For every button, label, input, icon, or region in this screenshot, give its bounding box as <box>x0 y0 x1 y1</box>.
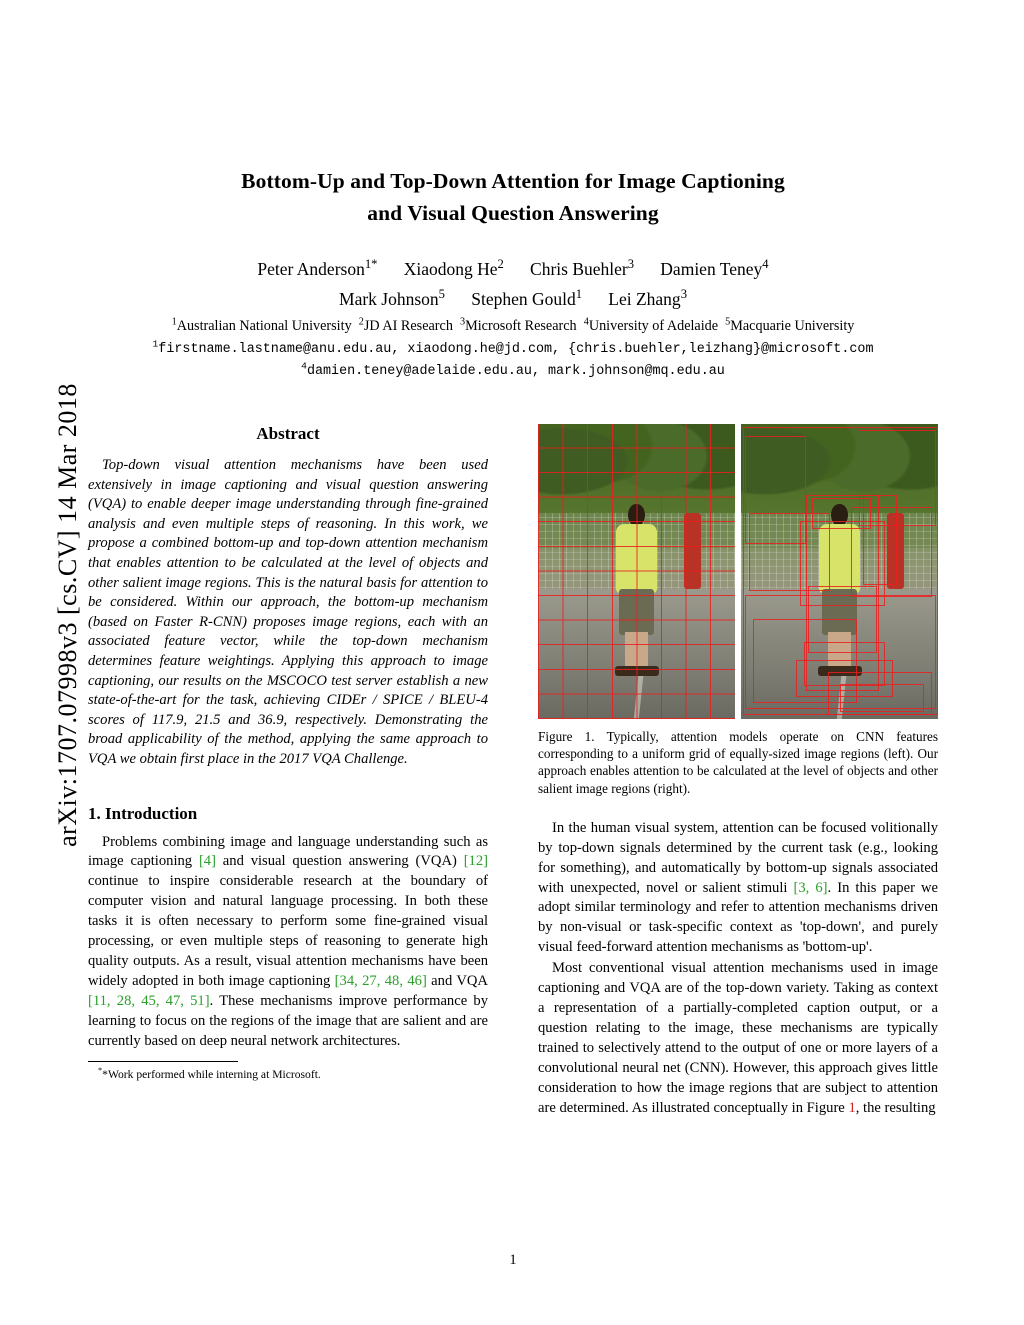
email-line-2: $^4$damien.teney@adelaide.edu.au, mark.johnson@mq.edu.au <box>301 360 725 379</box>
figure-1-caption: Figure 1. Typically, attention models operate on CNN features corresponding to a uniform grid of equally-sized image regions (left). Our approach enables attention to be calculated at the level of objects and other salient image regions (right). <box>538 729 938 796</box>
author: Mark Johnson$^5$ <box>339 287 445 309</box>
right-paragraph-1: In the human visual system, attention can be focused volitionally by top-down signals determined by the current task (e.g., looking for something), and automatically by bottom-up signals associated with unexpected, novel or salient stimuli [3, 6]. In this paper we adopt similar terminology and refer to attention mechanisms driven by non-visual or task-specific context as 'top-down', and purely visual feed-forward attention mechanisms as 'bottom-up'. <box>538 819 938 956</box>
introduction-heading: 1. Introduction <box>88 803 198 823</box>
affiliations: $^1$Australian National University $^2$JD AI Research $^3$Microsoft Research $^4$University of Adelaide $^5$Macquarie University <box>171 316 855 334</box>
abstract-heading: Abstract <box>256 424 320 443</box>
author: Damien Teney$^4$ <box>660 257 769 279</box>
title-line-1: Bottom-Up and Top-Down Attention for Image Captioning <box>241 169 785 193</box>
figure-1-image <box>538 424 938 719</box>
author: Xiaodong He$^2$ <box>403 257 504 279</box>
author-row-2 <box>88 285 938 313</box>
citation-link[interactable]: [3, 6] <box>793 879 828 896</box>
title-line-2: and Visual Question Answering <box>367 201 659 225</box>
uniform-grid-overlay <box>538 424 735 719</box>
author-emails <box>88 339 938 383</box>
right-column <box>538 424 938 1118</box>
paper-page <box>88 0 938 1325</box>
page-title <box>88 165 938 229</box>
author: Peter Anderson$^{1*}$ <box>257 257 378 279</box>
abstract-text: Top-down visual attention mechanisms have been used extensively in image captioning and visual question answering (VQA) to enable deeper image understanding through fine-grained analysis and even multiple steps of reasoning. In this work, we propose a combined bottom-up and top-down attention mechanism that enables attention to be calculated at the level of objects and other salient image regions. This is the natural basis for attention to be considered. Within our approach, the bottom-up mechanism (based on Faster R-CNN) proposes image regions, each with an associated feature vector, while the top-down mechanism determines feature weightings. Applying this approach to image captioning, our results on the MSCOCO test server establish a new state-of-the-art for the task, achieving CIDEr / SPICE / BLEU-4 scores of 117.9, 21.5 and 36.9, respectively. Demonstrating the broad applicability of the method, applying the same approach to VQA we obtain first place in the 2017 VQA Challenge. <box>88 457 488 767</box>
figure-reference-link[interactable]: 1 <box>848 1099 856 1116</box>
author: Chris Buehler$^3$ <box>530 257 635 279</box>
citation-link[interactable]: [34, 27, 48, 46] <box>334 972 427 989</box>
introduction-paragraph-1: Problems combining image and language understanding such as image captioning [4] and visual question answering (VQA) [12] continue to inspire considerable research at the boundary of computer vision and natural language processing. In both these tasks it is often necessary to perform some fine-grained visual processing, or even multiple steps of reasoning to generate high quality outputs. As a result, visual attention mechanisms have been widely adopted in both image captioning [34, 27, 48, 46] and VQA [11, 28, 45, 47, 51]. These mechanisms improve performance by learning to focus on the regions of the image that are salient and are currently based on deep neural network architectures. <box>88 833 489 1049</box>
left-column <box>88 424 488 1082</box>
figure-1 <box>538 424 938 797</box>
region-box <box>743 427 938 715</box>
page-number: 1 <box>509 1252 517 1268</box>
figure-left-grid-example <box>538 424 735 719</box>
email-line-1: $^1$firstname.lastname@anu.edu.au, xiaodong.he@jd.com, {chris.buehler,leizhang}@microsoft.com <box>152 338 874 357</box>
citation-link[interactable]: [11, 28, 45, 47, 51] <box>88 992 210 1009</box>
author: Stephen Gould$^1$ <box>471 287 583 309</box>
figure-right-regions-example <box>741 424 938 719</box>
footnote-divider <box>88 1061 238 1062</box>
citation-link[interactable]: [12] <box>463 853 489 870</box>
region-boxes-overlay <box>741 424 938 719</box>
author-row-1 <box>88 255 938 283</box>
footnote-text: **Work performed while interning at Microsoft. <box>98 1066 321 1082</box>
body-columns <box>88 424 938 1304</box>
citation-link[interactable]: [4] <box>198 853 216 870</box>
author-list <box>88 255 938 313</box>
right-paragraph-2: Most conventional visual attention mechanisms used in image captioning and VQA are of the top-down variety. Taking as context a representation of a partially-completed caption output, or a question relating to the image, these mechanisms are typically trained to selectively attend to the output of one or more layers of a convolutional neural net (CNN). However, this approach gives little consideration to how the image regions that are subject to attention are determined. As illustrated conceptually in Figure 1, the resulting <box>538 960 938 1116</box>
author: Lei Zhang$^3$ <box>608 287 687 309</box>
arxiv-stamp: arXiv:1707.07998v3 [cs.CV] 14 Mar 2018 <box>53 383 82 847</box>
